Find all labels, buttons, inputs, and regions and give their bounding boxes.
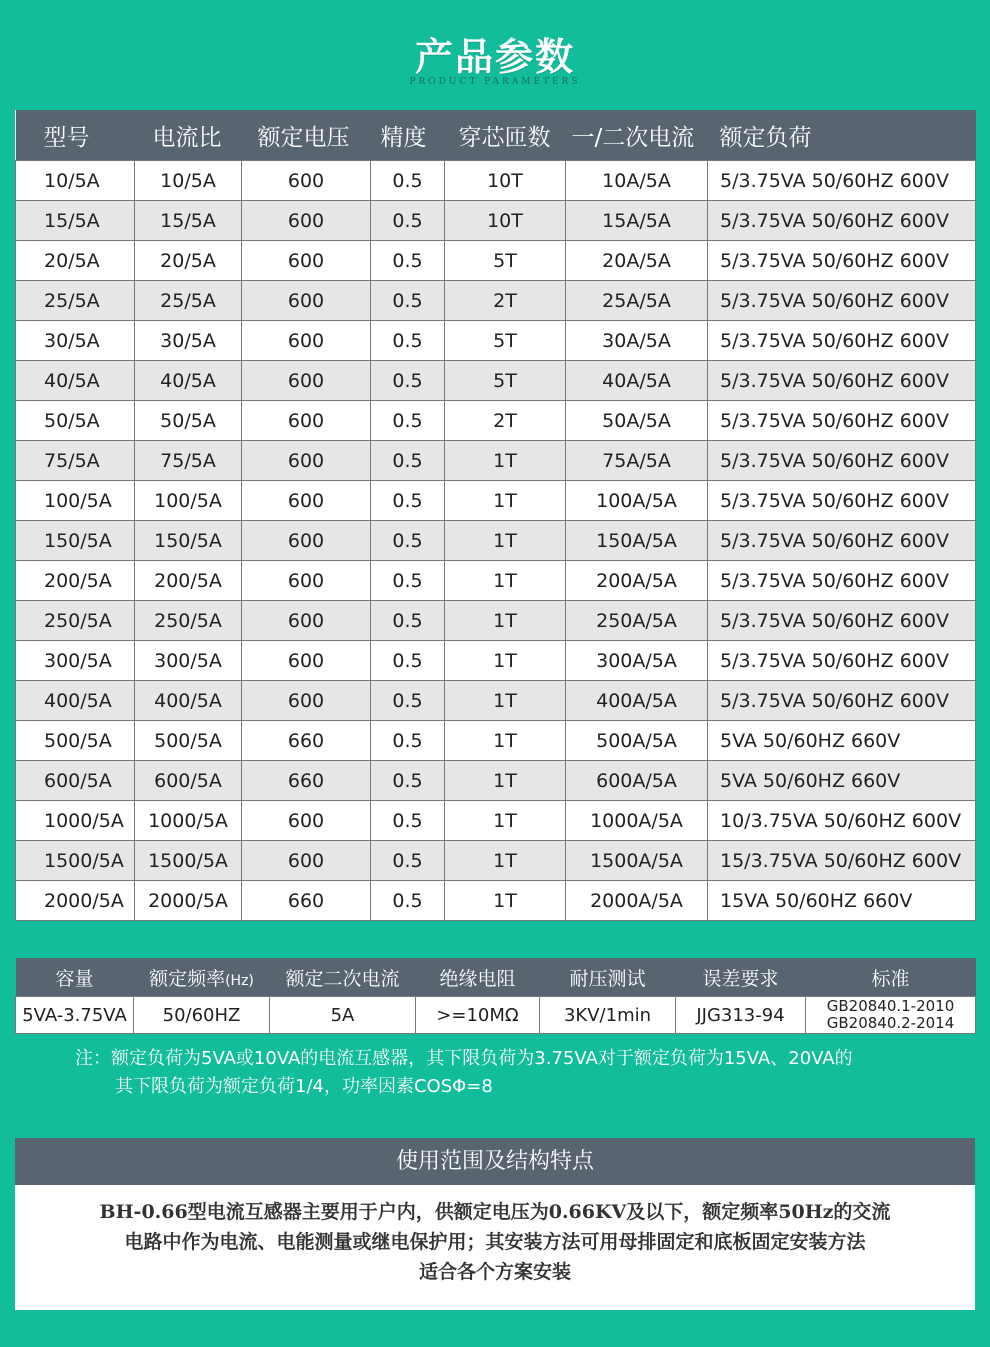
cell-turns: 1T	[445, 481, 566, 521]
table-row	[16, 761, 976, 801]
cell-current: 100A/5A	[566, 481, 708, 521]
table-row	[16, 441, 976, 481]
cap-value-error: JJG313-94	[676, 997, 806, 1034]
cell-turns: 1T	[445, 441, 566, 481]
cell-turns: 2T	[445, 281, 566, 321]
usage-title: 使用范围及结构特点	[15, 1138, 975, 1185]
cell-current: 15A/5A	[566, 201, 708, 241]
cell-accuracy: 0.5	[371, 401, 445, 441]
cell-turns: 1T	[445, 841, 566, 881]
cell-accuracy: 0.5	[371, 241, 445, 281]
cell-model: 500/5A	[16, 721, 135, 761]
cell-model: 75/5A	[16, 441, 135, 481]
note-line-2: 其下限负荷为额定负荷1/4，功率因素COSΦ=8	[115, 1076, 493, 1097]
cell-turns: 1T	[445, 601, 566, 641]
cell-model: 20/5A	[16, 241, 135, 281]
cell-load: 5/3.75VA 50/60HZ 600V	[708, 601, 976, 641]
cell-accuracy: 0.5	[371, 761, 445, 801]
cell-ratio: 200/5A	[135, 561, 242, 601]
cell-ratio: 250/5A	[135, 601, 242, 641]
cell-accuracy: 0.5	[371, 161, 445, 201]
cap-header-freq-unit: (Hz)	[225, 972, 254, 989]
load-note	[75, 1045, 955, 1101]
cell-load: 5VA 50/60HZ 660V	[708, 761, 976, 801]
usage-line-2: 电路中作为电流、电能测量或继电保护用；其安装方法可用母排固定和底板固定安装方法	[124, 1231, 866, 1253]
cell-model: 100/5A	[16, 481, 135, 521]
col-header-ratio: 电流比	[135, 110, 242, 161]
cell-accuracy: 0.5	[371, 881, 445, 921]
table-row	[16, 681, 976, 721]
cell-load: 5/3.75VA 50/60HZ 600V	[708, 641, 976, 681]
cell-ratio: 300/5A	[135, 641, 242, 681]
cell-model: 150/5A	[16, 521, 135, 561]
usage-description	[15, 1185, 975, 1287]
cell-load: 5/3.75VA 50/60HZ 600V	[708, 161, 976, 201]
cell-current: 10A/5A	[566, 161, 708, 201]
cell-model: 400/5A	[16, 681, 135, 721]
cell-load: 5/3.75VA 50/60HZ 600V	[708, 361, 976, 401]
cell-load: 5/3.75VA 50/60HZ 600V	[708, 281, 976, 321]
cell-voltage: 660	[242, 761, 371, 801]
cap-value-standard	[806, 997, 976, 1034]
col-header-turns: 穿芯匝数	[445, 110, 566, 161]
cap-header-error: 误差要求	[676, 958, 806, 997]
cell-load: 5VA 50/60HZ 660V	[708, 721, 976, 761]
cell-load: 5/3.75VA 50/60HZ 600V	[708, 201, 976, 241]
cap-header-standard: 标准	[806, 958, 976, 997]
cell-ratio: 30/5A	[135, 321, 242, 361]
usage-section	[15, 1138, 975, 1310]
cell-accuracy: 0.5	[371, 601, 445, 641]
cell-accuracy: 0.5	[371, 841, 445, 881]
cell-ratio: 50/5A	[135, 401, 242, 441]
cell-ratio: 150/5A	[135, 521, 242, 561]
cell-turns: 10T	[445, 201, 566, 241]
cell-model: 600/5A	[16, 761, 135, 801]
col-header-current: 一/二次电流	[566, 110, 708, 161]
cell-load: 5/3.75VA 50/60HZ 600V	[708, 561, 976, 601]
cap-header-freq-label: 额定频率	[149, 967, 226, 990]
cell-accuracy: 0.5	[371, 641, 445, 681]
cell-accuracy: 0.5	[371, 681, 445, 721]
cell-turns: 1T	[445, 681, 566, 721]
cell-current: 1000A/5A	[566, 801, 708, 841]
cell-ratio: 10/5A	[135, 161, 242, 201]
table-row	[16, 881, 976, 921]
cell-load: 15VA 50/60HZ 660V	[708, 881, 976, 921]
table-row	[16, 721, 976, 761]
cell-turns: 10T	[445, 161, 566, 201]
table-row	[16, 321, 976, 361]
table-row	[16, 601, 976, 641]
cell-accuracy: 0.5	[371, 721, 445, 761]
col-header-model: 型号	[16, 110, 135, 161]
cell-turns: 1T	[445, 761, 566, 801]
cell-voltage: 600	[242, 401, 371, 441]
cell-current: 2000A/5A	[566, 881, 708, 921]
cap-value-standard-1: GB20840.1-2010	[826, 997, 955, 1015]
cap-header-secondary: 额定二次电流	[270, 958, 416, 997]
capacity-table-header	[16, 958, 976, 997]
cell-turns: 5T	[445, 241, 566, 281]
cell-model: 40/5A	[16, 361, 135, 401]
cap-value-capacity: 5VA-3.75VA	[16, 997, 134, 1034]
cell-turns: 1T	[445, 521, 566, 561]
table-row	[16, 641, 976, 681]
cell-load: 10/3.75VA 50/60HZ 600V	[708, 801, 976, 841]
cell-model: 1500/5A	[16, 841, 135, 881]
cell-current: 75A/5A	[566, 441, 708, 481]
cell-model: 30/5A	[16, 321, 135, 361]
cell-current: 150A/5A	[566, 521, 708, 561]
cell-voltage: 600	[242, 801, 371, 841]
cell-load: 5/3.75VA 50/60HZ 600V	[708, 521, 976, 561]
capacity-table	[15, 958, 976, 1034]
cell-ratio: 500/5A	[135, 721, 242, 761]
cell-model: 2000/5A	[16, 881, 135, 921]
cell-current: 250A/5A	[566, 601, 708, 641]
cell-ratio: 1000/5A	[135, 801, 242, 841]
cell-voltage: 600	[242, 161, 371, 201]
capacity-table-row	[16, 997, 976, 1034]
cell-load: 5/3.75VA 50/60HZ 600V	[708, 681, 976, 721]
page-subtitle: PRODUCT PARAMETERS	[409, 77, 581, 87]
cell-model: 10/5A	[16, 161, 135, 201]
cell-voltage: 600	[242, 201, 371, 241]
cell-accuracy: 0.5	[371, 801, 445, 841]
cell-current: 50A/5A	[566, 401, 708, 441]
cell-accuracy: 0.5	[371, 361, 445, 401]
usage-line-1: BH-0.66型电流互感器主要用于户内，供额定电压为0.66KV及以下，额定频率50Hz的交流	[99, 1201, 891, 1223]
cell-ratio: 40/5A	[135, 361, 242, 401]
cell-model: 15/5A	[16, 201, 135, 241]
cell-model: 250/5A	[16, 601, 135, 641]
cap-value-standard-2: GB20840.2-2014	[826, 1014, 955, 1032]
cell-model: 200/5A	[16, 561, 135, 601]
cell-voltage: 600	[242, 561, 371, 601]
cell-model: 300/5A	[16, 641, 135, 681]
cell-ratio: 1500/5A	[135, 841, 242, 881]
cell-current: 400A/5A	[566, 681, 708, 721]
cell-ratio: 100/5A	[135, 481, 242, 521]
cap-header-insulation: 绝缘电阻	[416, 958, 540, 997]
cell-voltage: 660	[242, 721, 371, 761]
col-header-voltage: 额定电压	[242, 110, 371, 161]
table-row	[16, 841, 976, 881]
table-row	[16, 481, 976, 521]
params-table-header	[16, 110, 976, 161]
table-row	[16, 281, 976, 321]
cell-current: 200A/5A	[566, 561, 708, 601]
cap-value-secondary: 5A	[270, 997, 416, 1034]
cell-current: 300A/5A	[566, 641, 708, 681]
cell-current: 30A/5A	[566, 321, 708, 361]
col-header-load: 额定负荷	[708, 110, 976, 161]
cell-ratio: 25/5A	[135, 281, 242, 321]
cap-header-capacity: 容量	[16, 958, 134, 997]
cell-voltage: 600	[242, 681, 371, 721]
cell-current: 600A/5A	[566, 761, 708, 801]
cell-voltage: 600	[242, 441, 371, 481]
cell-current: 40A/5A	[566, 361, 708, 401]
cell-turns: 1T	[445, 801, 566, 841]
cell-voltage: 600	[242, 361, 371, 401]
table-row	[16, 361, 976, 401]
cell-model: 50/5A	[16, 401, 135, 441]
cell-current: 500A/5A	[566, 721, 708, 761]
cell-load: 5/3.75VA 50/60HZ 600V	[708, 481, 976, 521]
cell-voltage: 600	[242, 841, 371, 881]
cap-value-withstand: 3KV/1min	[540, 997, 676, 1034]
cell-voltage: 660	[242, 881, 371, 921]
cell-ratio: 75/5A	[135, 441, 242, 481]
cap-header-freq	[134, 958, 270, 997]
cell-load: 5/3.75VA 50/60HZ 600V	[708, 241, 976, 281]
cell-voltage: 600	[242, 321, 371, 361]
cap-header-withstand: 耐压测试	[540, 958, 676, 997]
cell-voltage: 600	[242, 601, 371, 641]
table-row	[16, 161, 976, 201]
cell-load: 15/3.75VA 50/60HZ 600V	[708, 841, 976, 881]
cell-accuracy: 0.5	[371, 441, 445, 481]
cell-turns: 5T	[445, 321, 566, 361]
cell-ratio: 600/5A	[135, 761, 242, 801]
table-row	[16, 401, 976, 441]
cell-load: 5/3.75VA 50/60HZ 600V	[708, 441, 976, 481]
cap-value-insulation: >=10MΩ	[416, 997, 540, 1034]
cell-model: 25/5A	[16, 281, 135, 321]
cell-ratio: 400/5A	[135, 681, 242, 721]
cap-value-freq: 50/60HZ	[134, 997, 270, 1034]
cell-accuracy: 0.5	[371, 521, 445, 561]
cell-turns: 1T	[445, 881, 566, 921]
cell-current: 20A/5A	[566, 241, 708, 281]
cell-voltage: 600	[242, 521, 371, 561]
cell-accuracy: 0.5	[371, 321, 445, 361]
cell-ratio: 2000/5A	[135, 881, 242, 921]
cell-accuracy: 0.5	[371, 481, 445, 521]
cell-model: 1000/5A	[16, 801, 135, 841]
cell-voltage: 600	[242, 481, 371, 521]
table-row	[16, 561, 976, 601]
cell-current: 25A/5A	[566, 281, 708, 321]
table-row	[16, 801, 976, 841]
cell-accuracy: 0.5	[371, 281, 445, 321]
table-row	[16, 241, 976, 281]
table-row	[16, 521, 976, 561]
cell-accuracy: 0.5	[371, 561, 445, 601]
cell-load: 5/3.75VA 50/60HZ 600V	[708, 401, 976, 441]
cell-ratio: 20/5A	[135, 241, 242, 281]
usage-line-3: 适合各个方案安装	[418, 1261, 571, 1283]
cell-turns: 5T	[445, 361, 566, 401]
cell-voltage: 600	[242, 641, 371, 681]
table-row	[16, 201, 976, 241]
params-table	[15, 110, 976, 921]
note-line-1: 注：额定负荷为5VA或10VA的电流互感器，其下限负荷为3.75VA对于额定负荷为15VA、20VA的	[75, 1048, 853, 1069]
cell-turns: 2T	[445, 401, 566, 441]
cell-ratio: 15/5A	[135, 201, 242, 241]
cell-turns: 1T	[445, 641, 566, 681]
cell-voltage: 600	[242, 281, 371, 321]
cell-turns: 1T	[445, 561, 566, 601]
cell-accuracy: 0.5	[371, 201, 445, 241]
cell-load: 5/3.75VA 50/60HZ 600V	[708, 321, 976, 361]
col-header-accuracy: 精度	[371, 110, 445, 161]
cell-turns: 1T	[445, 721, 566, 761]
cell-voltage: 600	[242, 241, 371, 281]
cell-current: 1500A/5A	[566, 841, 708, 881]
page-title: 产品参数	[414, 34, 575, 79]
